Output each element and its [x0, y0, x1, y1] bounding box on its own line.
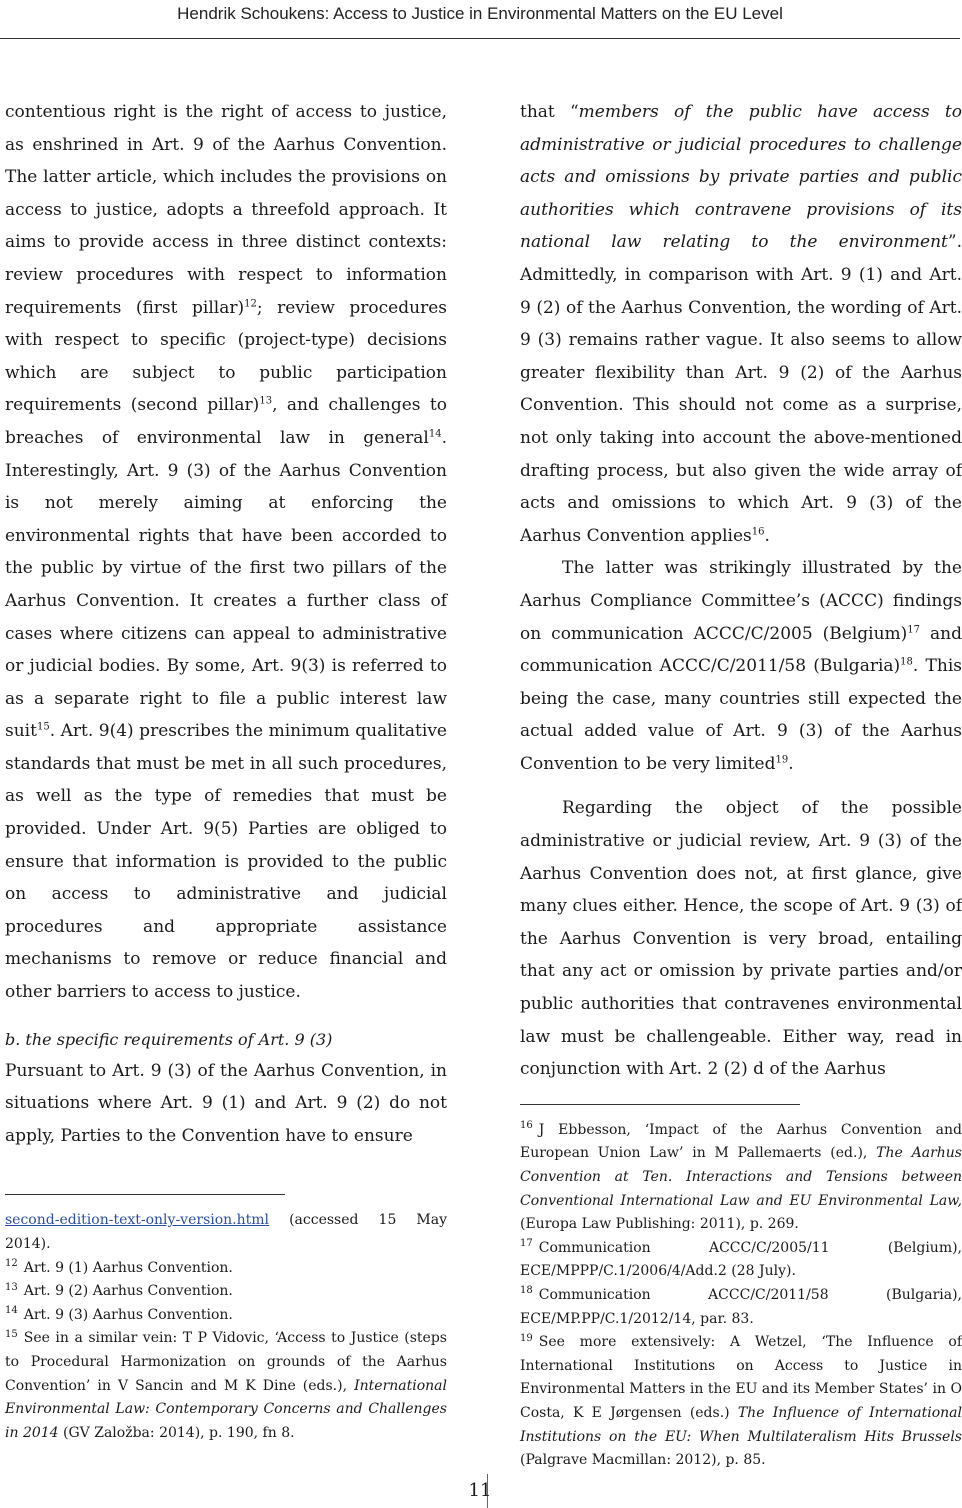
footnote-italic-title: International Environmental Law: Contemporary Concerns and Challenges in 2014: [5, 1377, 447, 1441]
page-number: 11: [468, 1480, 492, 1501]
header-rule: [0, 38, 960, 39]
footnote-text: Art. 9 (2) Aarhus Convention.: [23, 1283, 233, 1300]
footnote-number: 16: [520, 1120, 533, 1132]
footnote-link[interactable]: second-edition-text-only-version.html: [5, 1212, 270, 1229]
right-paragraph-3: Regarding the object of the possible administrative or judicial review, Art. 9 (3) of the Aarhus Convention does not, at first glance, give many clues either. Hence, the scope of Art. 9 (3) of the Aarhus Convention is very broad, entailing that any act or omission by private parties and/or public authorities that contravenes environmental law must be challengeable. Either way, read in conjunction with Art. 2 (2) d of the Aarhus: [520, 798, 962, 1080]
text-run: . Art. 9(4) prescribes the minimum qualitative standards that must be met in all such procedures, as well as the type of remedies that must be provided. Under Art. 9(5) Parties are obliged to ensure that information is provided to the public on access to administrative and judicial procedures and appropriate assistance mechanisms to remove or reduce financial and other barriers to access to justice.: [5, 721, 447, 1003]
footnote-number: 14: [5, 1305, 18, 1317]
footnote-text: Art. 9 (3) Aarhus Convention.: [23, 1306, 233, 1323]
footnote-number: 19: [520, 1332, 533, 1344]
footnote-13: [5, 1280, 447, 1304]
left-footnotes: [5, 1209, 447, 1445]
footnote-ref-14[interactable]: 14: [428, 428, 442, 440]
footnote-text: Communication ACCC/C/2005/11 (Belgium), ECE/MPPP/C.1/2006/4/Add.2 (28 July).: [520, 1239, 962, 1280]
footnote-continuation: [5, 1209, 447, 1256]
footnote-ref-17[interactable]: 17: [907, 623, 921, 635]
footnote-italic-title: The Influence of International Institutions on the EU: When Multilateralism Hits Brussels: [520, 1404, 962, 1445]
footnote-number: 12: [5, 1257, 18, 1269]
text-run: (accessed 15 May 2014).: [5, 1212, 447, 1252]
section-subheading: b. the specific requirements of Art. 9 (3): [5, 1029, 333, 1049]
footnote-rule: [520, 1104, 800, 1105]
footnote-number: 17: [520, 1238, 533, 1250]
right-paragraph-1: [520, 96, 962, 552]
footnote-ref-16[interactable]: 16: [751, 526, 765, 538]
text-run: . This being the case, many countries still expected the actual added value of Art. 9 (3) of the Aarhus Convention to be very limited: [520, 656, 962, 774]
footnote-text: See in a similar vein: T P Vidovic, ‘Access to Justice (steps to Procedural Harmonization on grounds of the Aarhus Convention’ in V Sancin and M K Dine (eds.),: [5, 1330, 447, 1394]
footnote-15: [5, 1327, 447, 1445]
footnote-19: [520, 1331, 962, 1473]
left-paragraph-1: [5, 96, 447, 1009]
text-run: .: [764, 525, 770, 546]
text-run: ; review procedures with respect to specific (project-type) decisions which are subject to public participation requirements (second pillar): [5, 297, 447, 416]
running-title: Hendrik Schoukens: Access to Justice in Environmental Matters on the EU Level: [177, 4, 783, 23]
footnote-18: [520, 1284, 962, 1331]
footnote-rule: [5, 1194, 285, 1195]
footnote-number: 15: [5, 1328, 18, 1340]
text-run: ”. Admittedly, in comparison with Art. 9 (1) and Art. 9 (2) of the Aarhus Convention, the wording of Art. 9 (3) remains rather vague. It also seems to allow greater flexibility than Art. 9 (2) of the Aarhus Convention. This should not come as a surprise, not only taking into account the above-mentioned drafting process, but also given the wide array of acts and omissions to which Art. 9 (3) of the Aarhus Convention applies: [520, 232, 962, 546]
right-column: [520, 96, 962, 1473]
footnote-number: 13: [5, 1281, 18, 1293]
footnote-ref-13[interactable]: 13: [259, 395, 273, 407]
footnote-ref-19[interactable]: 19: [775, 754, 789, 766]
footnote-text: (Europa Law Publishing: 2011), p. 269.: [520, 1216, 799, 1233]
quoted-provision: members of the public have access to administrative or judicial procedures to challenge acts and omissions by private parties and public authorities which contravene provisions of its national law relating to the environment: [520, 102, 962, 253]
footnote-number: 18: [520, 1285, 533, 1297]
footnote-text: Communication ACCC/C/2011/58 (Bulgaria), ECE/MP.PP/C.1/2012/14, par. 83.: [520, 1286, 962, 1327]
footnote-ref-12[interactable]: 12: [244, 297, 257, 309]
running-header: [0, 0, 960, 40]
right-footnotes: [520, 1119, 962, 1473]
footnote-text: Art. 9 (1) Aarhus Convention.: [23, 1259, 233, 1276]
footnote-text: See more extensively: A Wetzel, ‘The Influence of International Institutions on Access to Justice in Environmental Matters in the EU and its Member States’ in O Costa, K E Jørgensen (eds.): [520, 1334, 962, 1421]
left-column: [5, 96, 447, 1445]
text-run: .: [788, 753, 794, 774]
text-run: . Interestingly, Art. 9 (3) of the Aarhus Convention is not merely aiming at enforcing the environmental rights that have been accorded to the public by virtue of the first two pillars of the Aarhus Convention. It creates a further class of cases where citizens can appeal to administrative or judicial bodies. By some, Art. 9(3) is referred to as a separate right to file a public interest law suit: [5, 427, 447, 742]
footnote-17: [520, 1237, 962, 1284]
text-run: , and challenges to breaches of environmental law in general: [5, 395, 447, 448]
left-paragraph-2: Pursuant to Art. 9 (3) of the Aarhus Convention, in situations where Art. 9 (1) and Art. 9 (2) do not apply, Parties to the Convention have to ensure: [5, 1060, 447, 1146]
right-paragraph-2: [520, 552, 962, 780]
footnote-ref-18[interactable]: 18: [900, 656, 913, 668]
footnote-ref-15[interactable]: 15: [36, 721, 50, 733]
footnote-text: J Ebbesson, ‘Impact of the Aarhus Convention and European Union Law’ in M Pallemaerts (ed.),: [520, 1121, 962, 1162]
footnote-text: (GV Založba: 2014), p. 190, fn 8.: [58, 1424, 295, 1441]
text-run: contentious right is the right of access to justice, as enshrined in Art. 9 of the Aarhus Convention. The latter article, which includes the provisions on access to justice, adopts a threefold approach. It aims to provide access in three distinct contexts: review procedures with respect to information requirements (first pillar): [5, 102, 447, 318]
text-run: and communication ACCC/C/2011/58 (Bulgaria): [520, 623, 962, 677]
footnote-12: [5, 1257, 447, 1281]
text-run: that “: [520, 102, 579, 122]
footnote-16: [520, 1119, 962, 1237]
footnote-italic-title: The Aarhus Convention at Ten. Interactions and Tensions between Conventional International Law and EU Environmental Law,: [520, 1145, 962, 1209]
text-run: The latter was strikingly illustrated by the Aarhus Compliance Committee’s (ACCC) findings on communication ACCC/C/2005 (Belgium): [520, 558, 962, 644]
footnote-text: (Palgrave Macmillan: 2012), p. 85.: [520, 1452, 766, 1469]
footnote-14: [5, 1304, 447, 1328]
